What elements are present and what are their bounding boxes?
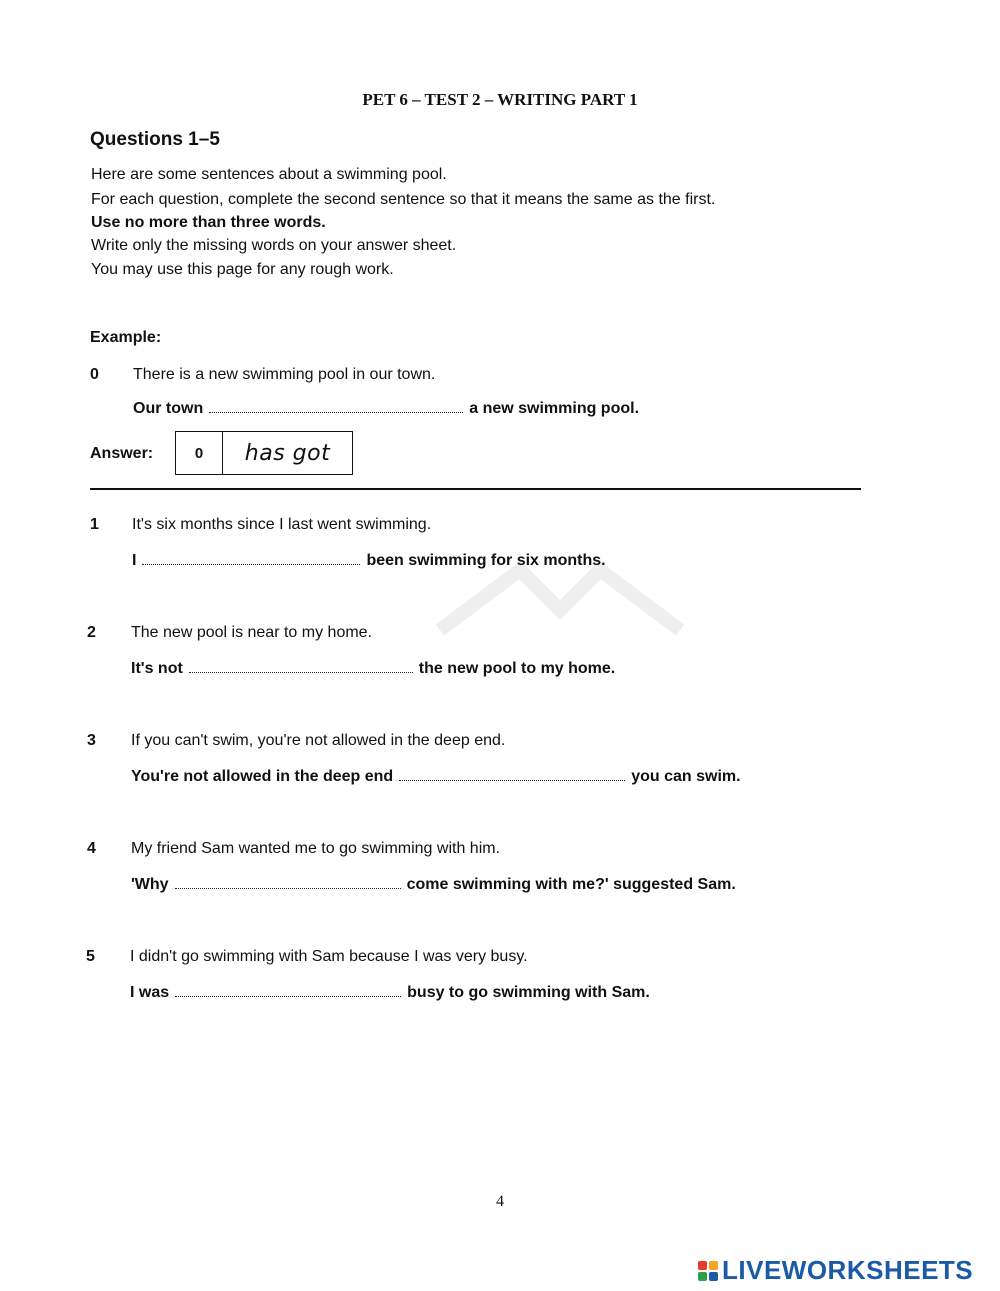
rewrite-before: You're not allowed in the deep end: [131, 768, 394, 785]
rewrite-before: It's not: [131, 660, 183, 677]
question-rewrite: [131, 876, 736, 894]
question-rewrite: [132, 552, 606, 570]
instruction-line: Here are some sentences about a swimming pool.: [91, 166, 447, 183]
blank-dots: [209, 411, 463, 413]
answer-blank[interactable]: [142, 563, 360, 565]
instruction-line-bold: Use no more than three words.: [91, 214, 326, 231]
question-number: 1: [90, 516, 99, 533]
answer-number: 0: [176, 432, 223, 474]
question-number: 3: [87, 732, 96, 749]
divider: [90, 488, 861, 490]
question-number: 2: [87, 624, 96, 641]
answer-label: Answer:: [90, 445, 154, 462]
answer-text: has got: [244, 440, 331, 466]
question-sentence: My friend Sam wanted me to go swimming with him.: [131, 840, 501, 857]
rewrite-after: been swimming for six months.: [366, 552, 606, 569]
question-rewrite: [131, 660, 615, 678]
question-rewrite: [130, 984, 650, 1002]
rewrite-after: the new pool to my home.: [418, 660, 616, 677]
logo-text: LIVEWORKSHEETS: [722, 1255, 974, 1285]
question-number: 4: [87, 840, 96, 857]
page-title: PET 6 – TEST 2 – WRITING PART 1: [362, 90, 638, 109]
answer-box: [175, 431, 353, 475]
answer-blank[interactable]: [189, 671, 413, 673]
rewrite-before: 'Why: [131, 876, 169, 893]
rewrite-after: busy to go swimming with Sam.: [407, 984, 650, 1001]
rewrite-after: come swimming with me?' suggested Sam.: [406, 876, 736, 893]
rewrite-before: I: [132, 552, 137, 569]
example-number: 0: [90, 366, 99, 383]
liveworksheets-logo[interactable]: [698, 1255, 973, 1286]
rewrite-after: a new swimming pool.: [469, 400, 640, 417]
question-sentence: The new pool is near to my home.: [131, 624, 373, 641]
logo-blocks-icon: [698, 1261, 718, 1281]
rewrite-before: I was: [130, 984, 170, 1001]
answer-blank[interactable]: [175, 887, 401, 889]
page-number: 4: [496, 1193, 504, 1210]
rewrite-before: Our town: [133, 400, 204, 417]
questions-heading: Questions 1–5: [90, 129, 220, 150]
question-rewrite: [131, 768, 741, 786]
question-sentence: It's six months since I last went swimming.: [132, 516, 432, 533]
answer-blank[interactable]: [175, 995, 401, 997]
watermark-icon: [430, 560, 690, 640]
question-sentence: I didn't go swimming with Sam because I was very busy.: [130, 948, 528, 965]
rewrite-after: you can swim.: [631, 768, 741, 785]
example-label: Example:: [90, 329, 162, 346]
question-number: 5: [86, 948, 95, 965]
example-sentence: There is a new swimming pool in our town.: [133, 366, 436, 383]
answer-blank[interactable]: [399, 779, 625, 781]
instruction-line: For each question, complete the second sentence so that it means the same as the first.: [91, 191, 716, 208]
instruction-line: You may use this page for any rough work.: [91, 261, 394, 278]
question-sentence: If you can't swim, you're not allowed in the deep end.: [131, 732, 506, 749]
instruction-line: Write only the missing words on your answer sheet.: [91, 237, 457, 254]
example-rewrite: [133, 400, 639, 418]
